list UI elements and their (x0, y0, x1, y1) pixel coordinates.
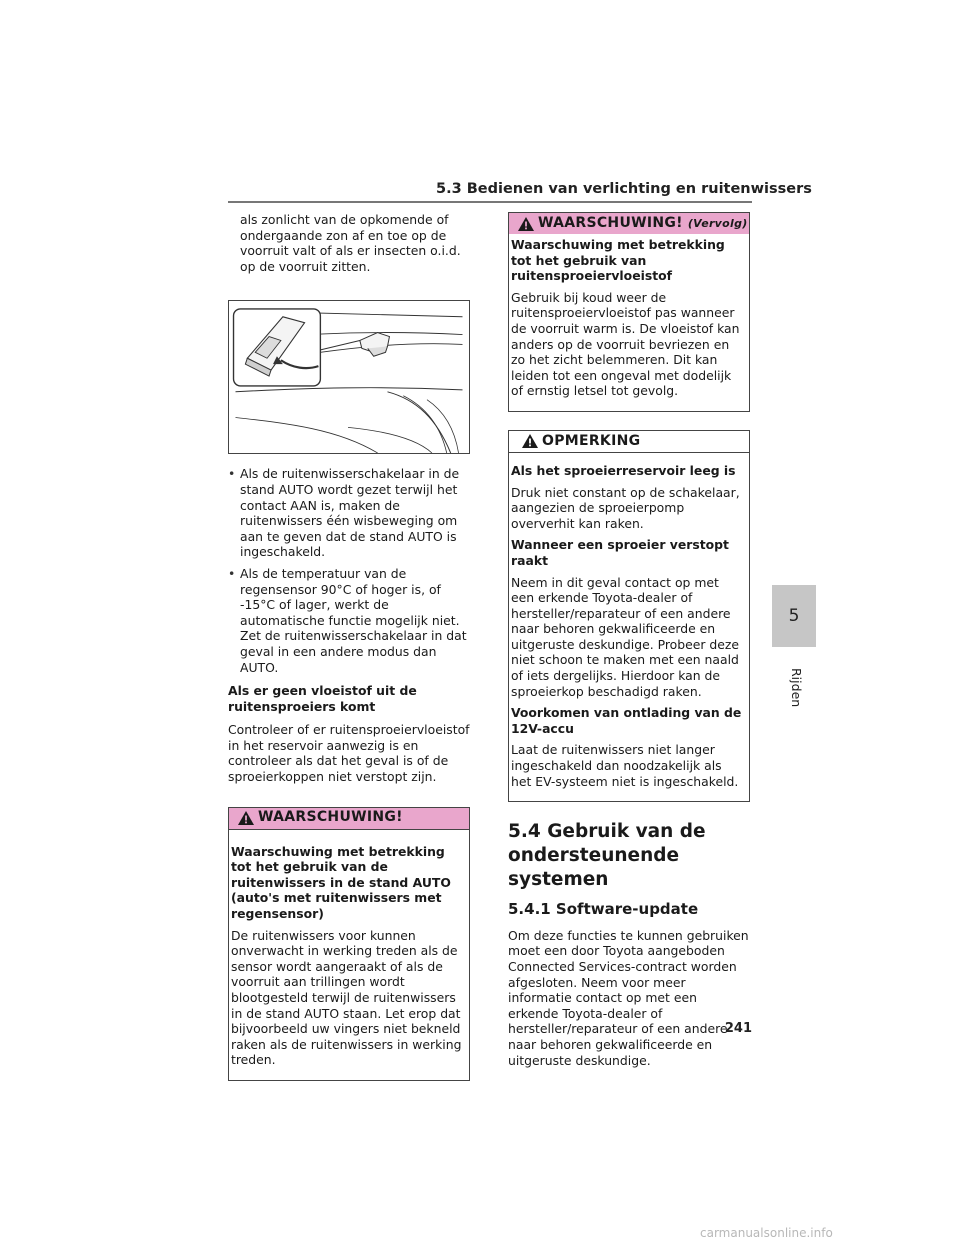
paragraph-check-fluid: Controleer of er ruitensproeiervloeistof in het reservoir aanwezig is en controleer als dat het geval is of de sproeierkoppen niet verstopt zijn. (228, 722, 470, 785)
chapter-label-container (789, 668, 804, 708)
note-box-body (509, 453, 749, 801)
warning-triangle-icon (517, 216, 535, 232)
list-item: • Als de ruitenwisserschakelaar in de stand AUTO wordt gezet terwijl het contact AAN is, maken de ruitenwissers één wisbeweging om aan te geven dat de stand AUTO is ingeschakeld. (228, 466, 470, 560)
note-text: Druk niet constant op de schakelaar, aangezien de sproeierpomp oververhit kan raken. (511, 484, 740, 531)
chapter-number: 5 (788, 606, 800, 626)
note-subheading: Als het sproeierreservoir leeg is (511, 462, 736, 478)
warning-box-washer-fluid (508, 212, 750, 412)
warning-subheading: Waarschuwing met betrekking tot het gebruik van ruitensproeiervloeistof (511, 237, 725, 284)
subheading-no-fluid: Als er geen vloeistof uit de ruitensproeiers komt (228, 683, 417, 714)
chapter-header: 5.3 Bedienen van verlichting en ruitenwissers (436, 181, 812, 197)
warning-box-header (229, 808, 469, 830)
warning-title: WAARSCHUWING! (538, 214, 683, 231)
note-subheading: Wanneer een sproeier verstopt raakt (511, 537, 729, 568)
intro-paragraph: als zonlicht van de opkomende of ondergaande zon af en toe op de voorruit valt of als er insecten o.i.d. op de voorruit zitten. (240, 212, 461, 274)
warning-title: WAARSCHUWING! (258, 809, 403, 826)
note-text: Neem in dit geval contact op met een erkende Toyota-dealer of hersteller/reparateur of een andere naar behoren gekwalificeerde en uitgeruste deskundige. Probeer deze niet schoon te maken met een naald of iets dergelijks. Hierdoor kan de sproeierkop beschadigd raken. (511, 574, 739, 699)
section-heading: 5.4 Gebruik van de ondersteunende systemen (508, 821, 706, 891)
left-column (228, 212, 470, 1081)
warning-box-header (509, 213, 749, 234)
warning-box-auto-mode (228, 807, 470, 1081)
warning-box-body (229, 830, 469, 1080)
warning-text: Gebruik bij koud weer de ruitensproeiervloeistof pas wanneer de voorruit warm is. De vloeistof kan anders op de voorruit bevriezen en zo het zicht belemmeren. Dit kan leiden tot een ongeval met dodelijk of ernstig letsel tot gevolg. (511, 289, 740, 399)
warning-triangle-icon (237, 810, 255, 826)
right-column (508, 212, 750, 1076)
note-box-header (509, 431, 749, 453)
header-rule (228, 201, 752, 203)
chapter-label: Rijden (789, 668, 804, 708)
rain-sensor-illustration (228, 300, 470, 454)
note-title: OPMERKING (542, 432, 641, 449)
software-update-paragraph: Om deze functies te kunnen gebruiken moet een door Toyota aangeboden Connected Services-contract worden afgesloten. Neem voor meer informatie contact op met een erkende Toyota-dealer of hersteller/reparateur of een andere naar behoren gekwalificeerde en uitgeruste deskundige. (508, 927, 749, 1068)
warning-text: De ruitenwissers voor kunnen onverwacht in werking treden als de sensor wordt aangeraakt of als de voorruit aan trillingen wordt blootgesteld terwijl de ruitenwissers in de stand AUTO staan. Let erop dat bijvoorbeeld uw vingers niet bekneld raken als de ruitenwissers in werking treden. (231, 927, 462, 1068)
subsection-heading: 5.4.1 Software-update (508, 900, 699, 919)
watermark-text: carmanualsonline.info (700, 1226, 833, 1240)
watermark (700, 1226, 958, 1240)
caution-triangle-icon (521, 433, 539, 449)
note-subheading: Voorkomen van ontlading van de 12V-accu (511, 705, 742, 736)
warning-subheading: Waarschuwing met betrekking tot het gebruik van de ruitenwissers in de stand AUTO (auto's met ruitenwissers met regensensor) (231, 843, 451, 922)
warning-box-body (509, 234, 749, 411)
note-text: Laat de ruitenwissers niet langer ingeschakeld dan noodzakelijk als het EV-systeem niet is ingeschakeld. (511, 742, 739, 789)
note-box (508, 430, 750, 802)
page-number: 241 (724, 1021, 752, 1036)
bullet-list (228, 466, 470, 675)
warning-continued-label: (Vervolg) (687, 216, 748, 230)
list-item: • Als de temperatuur van de regensensor 90°C of hoger is, of -15°C of lager, werkt de automatische functie mogelijk niet. Zet de ruitenwisserschakelaar in dat geval in een andere modus dan AUTO. (228, 566, 470, 675)
chapter-tab (772, 585, 816, 647)
